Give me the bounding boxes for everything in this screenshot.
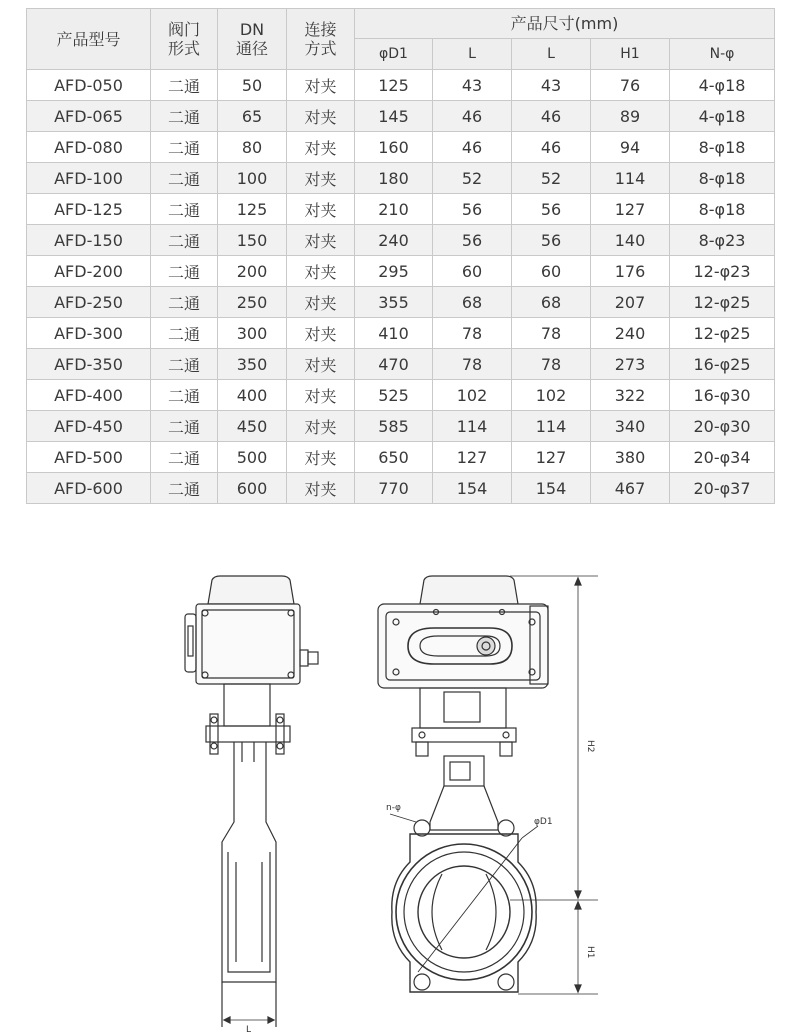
cell-l2: 56 <box>512 194 591 225</box>
cell-l2: 46 <box>512 132 591 163</box>
cell-valve-type: 二通 <box>151 225 218 256</box>
table-row <box>27 349 775 380</box>
cell-valve-type: 二通 <box>151 163 218 194</box>
cell-n-phi: 8-φ18 <box>670 163 775 194</box>
table-row <box>27 225 775 256</box>
cell-dn: 80 <box>218 132 287 163</box>
cell-h1: 340 <box>591 411 670 442</box>
cell-l2: 154 <box>512 473 591 504</box>
cell-h1: 176 <box>591 256 670 287</box>
cell-l2: 114 <box>512 411 591 442</box>
cell-dn: 100 <box>218 163 287 194</box>
cell-d1: 180 <box>355 163 433 194</box>
cell-dn: 65 <box>218 101 287 132</box>
cell-l1: 114 <box>433 411 512 442</box>
cell-l1: 52 <box>433 163 512 194</box>
cell-model: AFD-450 <box>27 411 151 442</box>
cell-model: AFD-125 <box>27 194 151 225</box>
cell-l2: 52 <box>512 163 591 194</box>
cell-l1: 46 <box>433 132 512 163</box>
cell-connection: 对夹 <box>287 163 355 194</box>
cell-l2: 78 <box>512 349 591 380</box>
cell-l2: 102 <box>512 380 591 411</box>
cell-valve-type: 二通 <box>151 287 218 318</box>
cell-n-phi: 16-φ30 <box>670 380 775 411</box>
cell-l2: 68 <box>512 287 591 318</box>
cell-d1: 355 <box>355 287 433 318</box>
header-valve-type-line1: 阀门 <box>167 20 200 39</box>
cell-l2: 127 <box>512 442 591 473</box>
cell-dn: 50 <box>218 70 287 101</box>
cell-d1: 240 <box>355 225 433 256</box>
valve-drawing <box>150 562 610 1032</box>
label-flange-diameter: φD1 <box>534 817 553 827</box>
cell-model: AFD-050 <box>27 70 151 101</box>
cell-dn: 400 <box>218 380 287 411</box>
cell-model: AFD-500 <box>27 442 151 473</box>
cell-dn: 450 <box>218 411 287 442</box>
cell-d1: 125 <box>355 70 433 101</box>
spec-table <box>26 8 775 504</box>
cell-n-phi: 8-φ18 <box>670 132 775 163</box>
cell-l1: 56 <box>433 194 512 225</box>
header-h1: H1 <box>591 39 670 70</box>
cell-d1: 585 <box>355 411 433 442</box>
cell-h1: 114 <box>591 163 670 194</box>
cell-connection: 对夹 <box>287 132 355 163</box>
cell-d1: 525 <box>355 380 433 411</box>
cell-dn: 350 <box>218 349 287 380</box>
header-l1: L <box>433 39 512 70</box>
cell-model: AFD-065 <box>27 101 151 132</box>
cell-connection: 对夹 <box>287 256 355 287</box>
cell-model: AFD-100 <box>27 163 151 194</box>
cell-model: AFD-400 <box>27 380 151 411</box>
header-connection-line1: 连接 <box>304 20 337 39</box>
cell-dn: 200 <box>218 256 287 287</box>
cell-l1: 43 <box>433 70 512 101</box>
cell-n-phi: 20-φ34 <box>670 442 775 473</box>
cell-d1: 650 <box>355 442 433 473</box>
cell-n-phi: 8-φ18 <box>670 194 775 225</box>
side-view <box>185 576 318 1027</box>
cell-h1: 467 <box>591 473 670 504</box>
cell-valve-type: 二通 <box>151 256 218 287</box>
table-row <box>27 70 775 101</box>
cell-h1: 140 <box>591 225 670 256</box>
cell-h1: 89 <box>591 101 670 132</box>
cell-l2: 43 <box>512 70 591 101</box>
cell-d1: 410 <box>355 318 433 349</box>
cell-valve-type: 二通 <box>151 101 218 132</box>
header-l2: L <box>512 39 591 70</box>
cell-model: AFD-080 <box>27 132 151 163</box>
header-valve-type-line2: 形式 <box>167 39 200 58</box>
cell-model: AFD-600 <box>27 473 151 504</box>
cell-valve-type: 二通 <box>151 70 218 101</box>
cell-l2: 56 <box>512 225 591 256</box>
cell-l1: 78 <box>433 349 512 380</box>
cell-d1: 770 <box>355 473 433 504</box>
table-row <box>27 194 775 225</box>
cell-d1: 470 <box>355 349 433 380</box>
cell-connection: 对夹 <box>287 473 355 504</box>
cell-h1: 322 <box>591 380 670 411</box>
cell-l1: 154 <box>433 473 512 504</box>
cell-dn: 250 <box>218 287 287 318</box>
header-n-phi: N-φ <box>670 39 775 70</box>
cell-d1: 295 <box>355 256 433 287</box>
table-row <box>27 380 775 411</box>
cell-l1: 60 <box>433 256 512 287</box>
cell-model: AFD-350 <box>27 349 151 380</box>
label-bolt-holes: n-φ <box>386 803 401 813</box>
header-d1: φD1 <box>355 39 433 70</box>
spec-table-body <box>27 70 775 504</box>
cell-connection: 对夹 <box>287 318 355 349</box>
cell-model: AFD-250 <box>27 287 151 318</box>
label-body-width: L <box>246 1025 252 1032</box>
header-dimensions-group: 产品尺寸(mm) <box>355 9 775 39</box>
cell-h1: 76 <box>591 70 670 101</box>
cell-n-phi: 4-φ18 <box>670 70 775 101</box>
cell-n-phi: 8-φ23 <box>670 225 775 256</box>
cell-connection: 对夹 <box>287 101 355 132</box>
cell-d1: 160 <box>355 132 433 163</box>
cell-h1: 273 <box>591 349 670 380</box>
cell-l2: 78 <box>512 318 591 349</box>
cell-n-phi: 20-φ30 <box>670 411 775 442</box>
cell-n-phi: 4-φ18 <box>670 101 775 132</box>
cell-n-phi: 12-φ23 <box>670 256 775 287</box>
cell-valve-type: 二通 <box>151 132 218 163</box>
table-row <box>27 318 775 349</box>
label-lower-height: H1 <box>585 946 595 959</box>
cell-h1: 240 <box>591 318 670 349</box>
cell-connection: 对夹 <box>287 411 355 442</box>
cell-connection: 对夹 <box>287 287 355 318</box>
cell-l2: 60 <box>512 256 591 287</box>
header-dn <box>218 9 287 70</box>
table-row <box>27 442 775 473</box>
cell-h1: 127 <box>591 194 670 225</box>
cell-d1: 145 <box>355 101 433 132</box>
cell-l1: 102 <box>433 380 512 411</box>
cell-dn: 150 <box>218 225 287 256</box>
cell-dn: 300 <box>218 318 287 349</box>
cell-valve-type: 二通 <box>151 194 218 225</box>
header-connection-line2: 方式 <box>304 39 337 58</box>
cell-dn: 600 <box>218 473 287 504</box>
cell-valve-type: 二通 <box>151 473 218 504</box>
table-row <box>27 101 775 132</box>
cell-connection: 对夹 <box>287 442 355 473</box>
cell-model: AFD-300 <box>27 318 151 349</box>
cell-h1: 380 <box>591 442 670 473</box>
header-dn-line2: 通径 <box>235 39 268 58</box>
table-row <box>27 256 775 287</box>
cell-valve-type: 二通 <box>151 380 218 411</box>
cell-connection: 对夹 <box>287 194 355 225</box>
cell-l1: 127 <box>433 442 512 473</box>
cell-h1: 94 <box>591 132 670 163</box>
cell-h1: 207 <box>591 287 670 318</box>
label-overall-height: H2 <box>585 740 595 753</box>
cell-l1: 78 <box>433 318 512 349</box>
cell-connection: 对夹 <box>287 225 355 256</box>
cell-dn: 500 <box>218 442 287 473</box>
table-row <box>27 473 775 504</box>
cell-l2: 46 <box>512 101 591 132</box>
cell-valve-type: 二通 <box>151 442 218 473</box>
cell-model: AFD-150 <box>27 225 151 256</box>
header-dn-line1: DN <box>239 20 265 39</box>
cell-d1: 210 <box>355 194 433 225</box>
cell-l1: 46 <box>433 101 512 132</box>
header-connection <box>287 9 355 70</box>
cell-l1: 68 <box>433 287 512 318</box>
table-row <box>27 163 775 194</box>
cell-n-phi: 12-φ25 <box>670 318 775 349</box>
cell-connection: 对夹 <box>287 349 355 380</box>
table-row <box>27 411 775 442</box>
cell-connection: 对夹 <box>287 380 355 411</box>
header-valve-type <box>151 9 218 70</box>
cell-dn: 125 <box>218 194 287 225</box>
cell-l1: 56 <box>433 225 512 256</box>
front-view <box>378 576 598 994</box>
cell-connection: 对夹 <box>287 70 355 101</box>
header-model: 产品型号 <box>27 9 151 70</box>
cell-n-phi: 12-φ25 <box>670 287 775 318</box>
cell-valve-type: 二通 <box>151 318 218 349</box>
cell-n-phi: 16-φ25 <box>670 349 775 380</box>
cell-n-phi: 20-φ37 <box>670 473 775 504</box>
cell-valve-type: 二通 <box>151 411 218 442</box>
cell-valve-type: 二通 <box>151 349 218 380</box>
table-row <box>27 287 775 318</box>
cell-model: AFD-200 <box>27 256 151 287</box>
table-row <box>27 132 775 163</box>
